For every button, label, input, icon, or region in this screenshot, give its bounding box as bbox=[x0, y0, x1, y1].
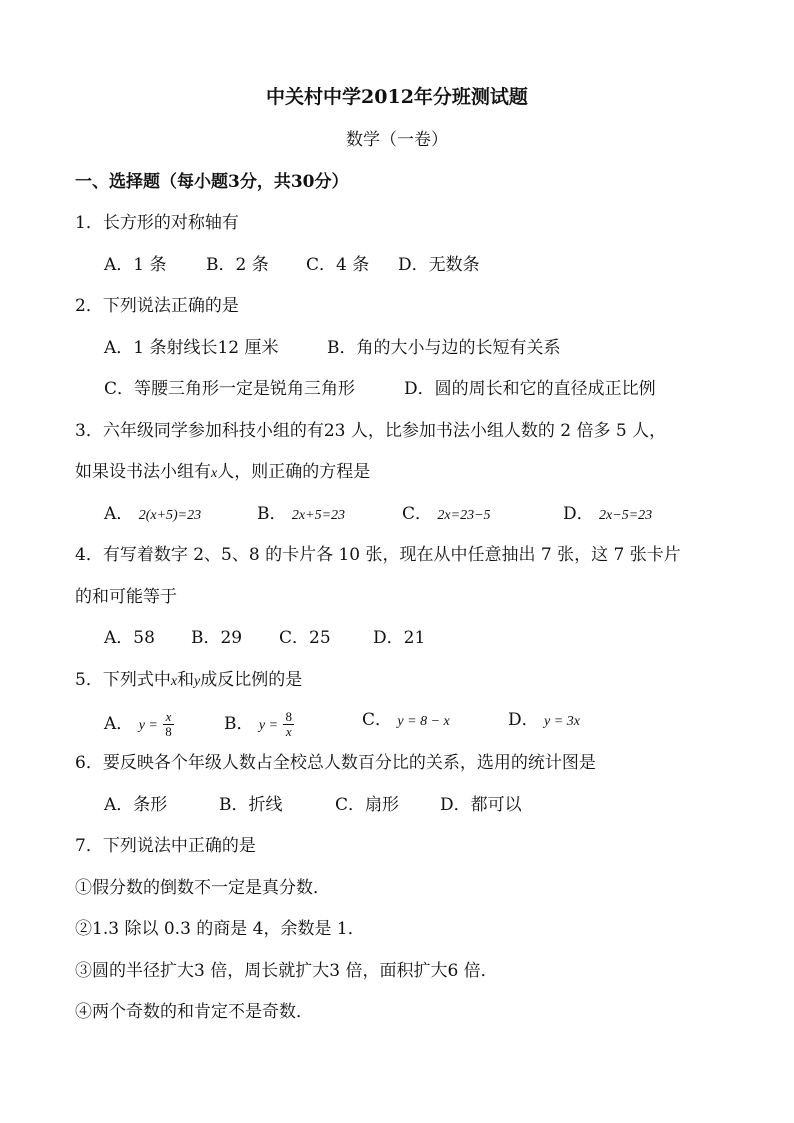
question-6-stem: 6．要反映各个年级人数占全校总人数百分比的关系，选用的统计图是 bbox=[75, 753, 596, 773]
q5-c-label: C． bbox=[362, 710, 393, 730]
q3-option-a bbox=[104, 504, 201, 526]
question-7-stem: 7．下列说法中正确的是 bbox=[75, 836, 256, 856]
q3-option-d bbox=[563, 504, 652, 526]
q6-option-d: D．都可以 bbox=[440, 795, 522, 815]
q1-option-c: C．4 条 bbox=[306, 255, 370, 275]
q3-stem-pre: 如果设书法小组有 bbox=[75, 462, 211, 482]
q4-option-c: C．25 bbox=[279, 628, 331, 648]
q3-a-label: A． bbox=[104, 504, 134, 524]
question-5-stem bbox=[75, 670, 302, 692]
q2-option-c: C．等腰三角形一定是锐角三角形 bbox=[104, 379, 356, 399]
q1-option-d: D．无数条 bbox=[398, 255, 480, 275]
q5-stem-post: 成反比例的是 bbox=[200, 670, 303, 690]
q4-option-b: B．29 bbox=[191, 628, 243, 648]
question-3-stem-line2 bbox=[75, 462, 370, 484]
q3-stem-post: 人，则正确的方程是 bbox=[217, 462, 371, 482]
q1-option-b: B．2 条 bbox=[206, 255, 269, 275]
q4-option-d: D．21 bbox=[373, 628, 426, 648]
q2-option-b: B．角的大小与边的长短有关系 bbox=[327, 338, 561, 358]
q7-statement-2: ②1.3 除以 0.3 的商是 4，余数是 1． bbox=[75, 919, 365, 939]
q5-variable-x: x bbox=[170, 674, 178, 689]
q5-a-numerator: x bbox=[163, 710, 174, 725]
q5-b-fraction bbox=[283, 710, 294, 739]
q2-option-a: A．1 条射线长12 厘米 bbox=[104, 338, 279, 358]
q3-a-equation: 2(x+5)=23 bbox=[138, 508, 202, 523]
q4-option-a: A．58 bbox=[104, 628, 155, 648]
q5-option-d bbox=[508, 710, 580, 732]
q3-c-equation: 2x=23−5 bbox=[437, 508, 491, 523]
q5-a-denominator: 8 bbox=[165, 724, 172, 739]
q5-d-equation: y = 3x bbox=[544, 714, 580, 729]
q7-statement-4: ④两个奇数的和肯定不是奇数． bbox=[75, 1002, 313, 1022]
q2-option-d: D．圆的周长和它的直径成正比例 bbox=[404, 379, 656, 399]
question-1-stem: 1．长方形的对称轴有 bbox=[75, 213, 239, 233]
q3-b-label: B． bbox=[257, 504, 287, 524]
q3-option-c bbox=[402, 504, 491, 526]
q5-option-c bbox=[362, 710, 450, 732]
q5-option-a bbox=[104, 710, 174, 739]
q6-option-b: B．折线 bbox=[219, 795, 283, 815]
q6-option-a: A．条形 bbox=[104, 795, 168, 815]
q5-a-label: A． bbox=[104, 714, 134, 734]
q3-variable-x: x bbox=[211, 466, 218, 481]
page-subtitle: 数学（一卷） bbox=[346, 130, 448, 150]
q3-b-equation: 2x+5=23 bbox=[291, 508, 346, 523]
q5-d-label: D． bbox=[508, 710, 539, 730]
question-4-stem-line2: 的和可能等于 bbox=[75, 587, 177, 607]
q5-b-lhs: y = bbox=[258, 718, 279, 733]
q5-variable-y: y bbox=[194, 674, 201, 689]
q5-b-denominator: x bbox=[285, 724, 292, 739]
q6-option-c: C．扇形 bbox=[335, 795, 400, 815]
page-title: 中关村中学2012年分班测试题 bbox=[266, 86, 528, 108]
q5-b-numerator: 8 bbox=[285, 709, 292, 724]
q5-stem-mid: 和 bbox=[177, 670, 195, 690]
question-3-stem-line1: 3．六年级同学参加科技小组的有23 人，比参加书法小组人数的 2 倍多 5 人， bbox=[75, 421, 667, 441]
q7-statement-3: ③圆的半径扩大3 倍，周长就扩大3 倍，面积扩大6 倍． bbox=[75, 961, 498, 981]
q1-option-a: A．1 条 bbox=[104, 255, 167, 275]
q5-a-lhs: y = bbox=[138, 718, 158, 733]
q3-d-label: D． bbox=[563, 504, 594, 524]
q5-option-b bbox=[224, 710, 294, 739]
q5-c-equation: y = 8 − x bbox=[397, 714, 450, 729]
q5-stem-pre: 5．下列式中 bbox=[75, 670, 171, 690]
q5-a-fraction bbox=[163, 710, 174, 739]
question-4-stem-line1: 4．有写着数字 2、5、8 的卡片各 10 张，现在从中任意抽出 7 张，这 7 张卡片 bbox=[75, 545, 681, 565]
q5-b-label: B． bbox=[224, 714, 254, 734]
q3-c-label: C． bbox=[402, 504, 433, 524]
q7-statement-1: ①假分数的倒数不一定是真分数． bbox=[75, 878, 330, 898]
section-heading: 一、选择题（每小题3分，共30分） bbox=[75, 172, 349, 192]
question-2-stem: 2．下列说法正确的是 bbox=[75, 296, 239, 316]
q3-option-b bbox=[257, 504, 345, 526]
q3-d-equation: 2x−5=23 bbox=[599, 508, 653, 523]
